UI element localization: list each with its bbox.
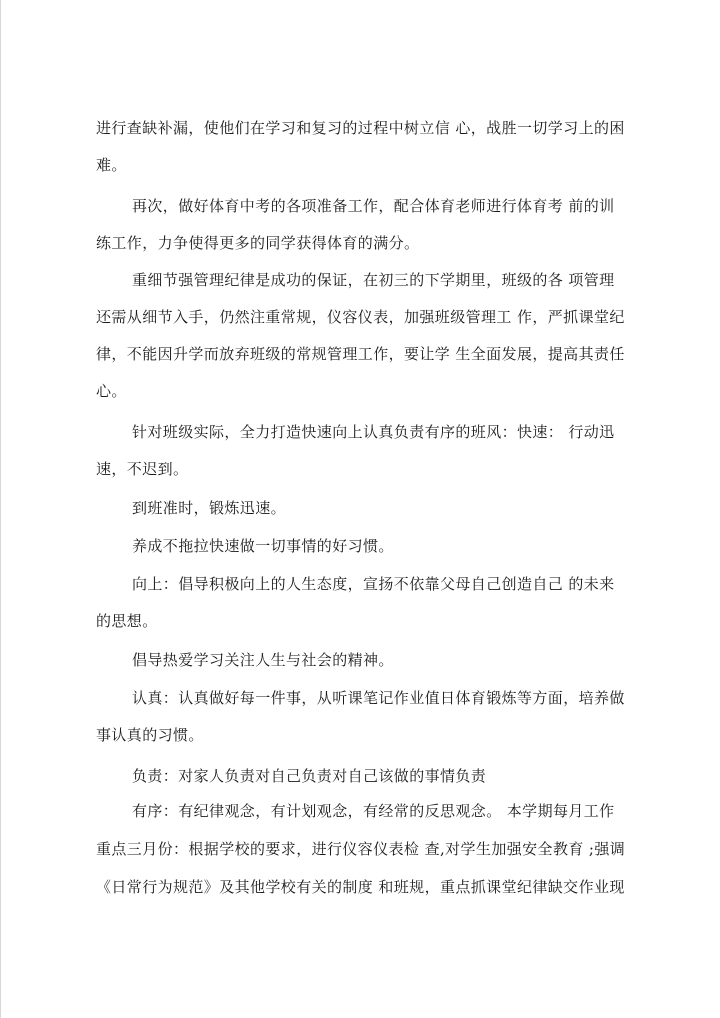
text-line: 心。 [96, 382, 127, 400]
text-line: 还需从细节入手，仍然注重常规，仪容仪表，加强班级管理工 作，严抓课堂纪 [96, 308, 625, 326]
text-line: 练工作，力争使得更多的同学获得体育的满分。 [96, 234, 420, 252]
text-line: 事认真的习惯。 [96, 726, 204, 744]
text-line: 难。 [96, 156, 127, 174]
text-line: 养成不拖拉快速做一切事情的好习惯。 [132, 537, 394, 555]
text-line: 《日常行为规范》及其他学校有关的制度 和班规，重点抓课堂纪律缺交作业现 [96, 878, 625, 896]
text-line: 针对班级实际，全力打造快速向上认真负责有序的班风：快速： 行动迅 [132, 423, 615, 441]
text-line: 速，不迟到。 [96, 460, 189, 478]
text-line: 负责：对家人负责对自己负责对自己该做的事情负责 [132, 767, 487, 785]
text-line: 的思想。 [96, 612, 158, 630]
text-line: 向上：倡导积极向上的人生态度，宣扬不依靠父母自己创造自己 的未来 [132, 575, 615, 593]
text-line: 倡导热爱学习关注人生与社会的精神。 [132, 651, 394, 669]
text-line: 进行查缺补漏，使他们在学习和复习的过程中树立信 心，战胜一切学习上的困 [96, 119, 625, 137]
text-line: 有序：有纪律观念，有计划观念，有经常的反思观念。 本学期每月工作 [132, 802, 615, 820]
text-line: 认真：认真做好每一件事，从听课笔记作业值日体育锻炼等方面，培养做 [132, 689, 625, 707]
text-line: 再次，做好体育中考的各项准备工作，配合体育老师进行体育考 前的训 [132, 197, 615, 215]
text-line: 到班准时，锻炼迅速。 [132, 499, 287, 517]
text-line: 重点三月份：根据学校的要求，进行仪容仪表检 查,对学生加强安全教育 ;强调 [96, 840, 626, 858]
text-line: 律，不能因升学而放弃班级的常规管理工作，要让学 生全面发展，提高其责任 [96, 345, 625, 363]
text-line: 重细节强管理纪律是成功的保证，在初三的下学期里，班级的各 项管理 [132, 271, 615, 289]
